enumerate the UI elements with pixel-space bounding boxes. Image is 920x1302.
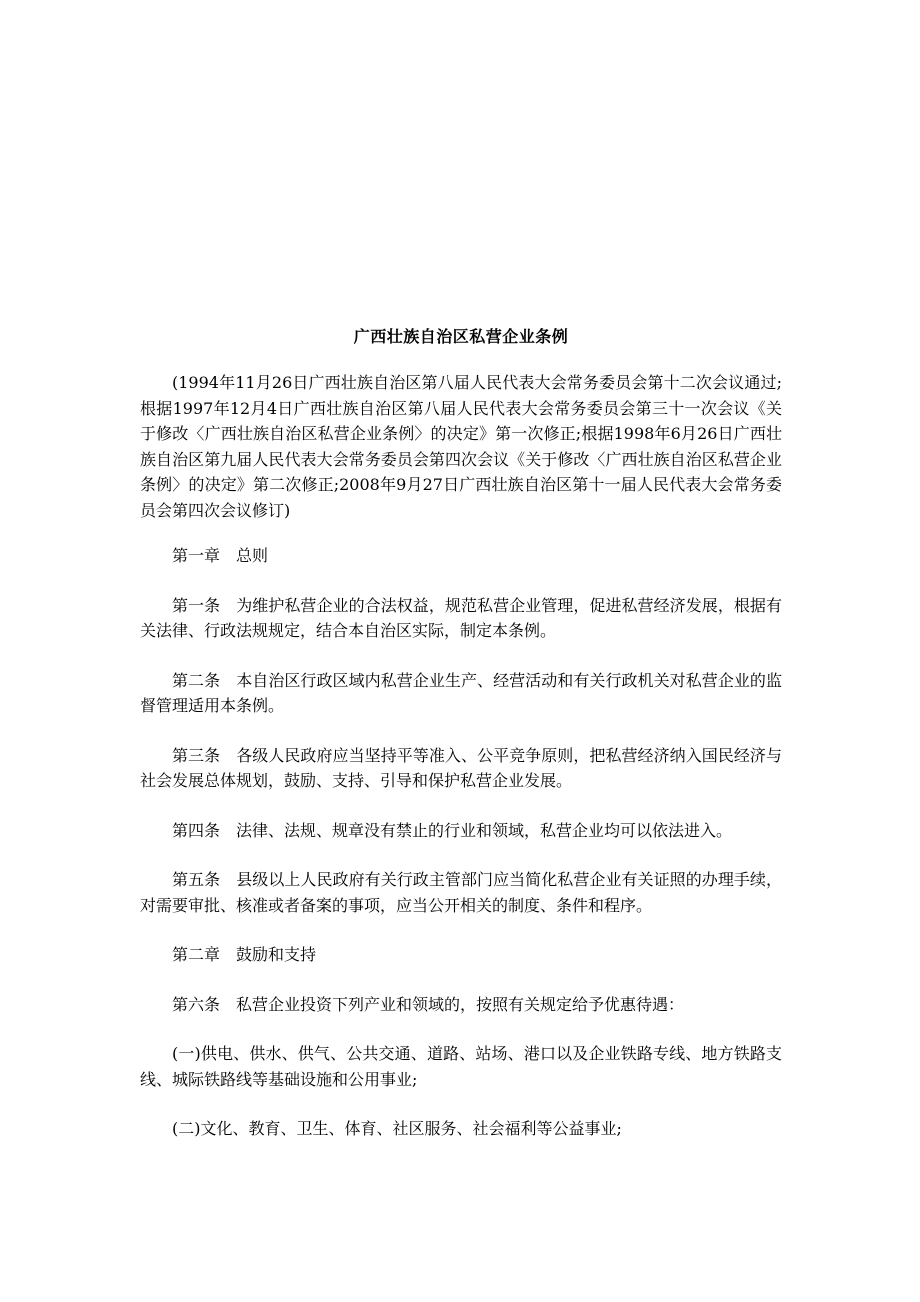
document-body <box>140 324 782 1142</box>
chapter-heading-1: 第一章 总则 <box>172 546 269 565</box>
document-title: 广西壮族自治区私营企业条例 <box>353 327 569 346</box>
article-4: 第四条 法律、法规、规章没有禁止的行业和领域，私营企业均可以依法进入。 <box>172 820 733 840</box>
article-2: 第二条 本自治区行政区域内私营企业生产、经营活动和有关行政机关对私营企业的监督管理适用本条例。 <box>140 670 782 715</box>
article-5: 第五条 县级以上人民政府有关行政主管部门应当简化私营企业有关证照的办理手续，对需要审批、核准或者备案的事项，应当公开相关的制度、条件和程序。 <box>140 870 782 915</box>
article-6-item-1: (一)供电、供水、供气、公共交通、道路、站场、港口以及企业铁路专线、地方铁路支线、城际铁路线等基础设施和公用事业; <box>140 1044 782 1089</box>
chapter-heading-2: 第二章 鼓励和支持 <box>172 945 317 964</box>
preamble: (1994年11月26日广西壮族自治区第八届人民代表大会常务委员会第十二次会议通过;根据1997年12月4日广西壮族自治区第八届人民代表大会常务委员会第三十一次会议《关于修改〈广西壮族自治区私营企业条例〉的决定》第一次修正;根据1998年6月26日广西壮族自治区第九届人民代表大会常务委员会第四次会议《关于修改〈广西壮族自治区私营企业条例〉的决定》第二次修正;2008年9月27日广西壮族自治区第十一届人民代表大会常务委员会第四次会议修订) <box>140 373 782 520</box>
article-3: 第三条 各级人民政府应当坚持平等准入、公平竞争原则，把私营经济纳入国民经济与社会发展总体规划，鼓励、支持、引导和保护私营企业发展。 <box>140 745 782 790</box>
article-6: 第六条 私营企业投资下列产业和领域的，按照有关规定给予优惠待遇： <box>172 994 685 1014</box>
article-1: 第一条 为维护私营企业的合法权益，规范私营企业管理，促进私营经济发展，根据有关法律、行政法规规定，结合本自治区实际，制定本条例。 <box>140 595 782 640</box>
article-6-item-2: (二)文化、教育、卫生、体育、社区服务、社会福利等公益事业; <box>172 1119 622 1138</box>
